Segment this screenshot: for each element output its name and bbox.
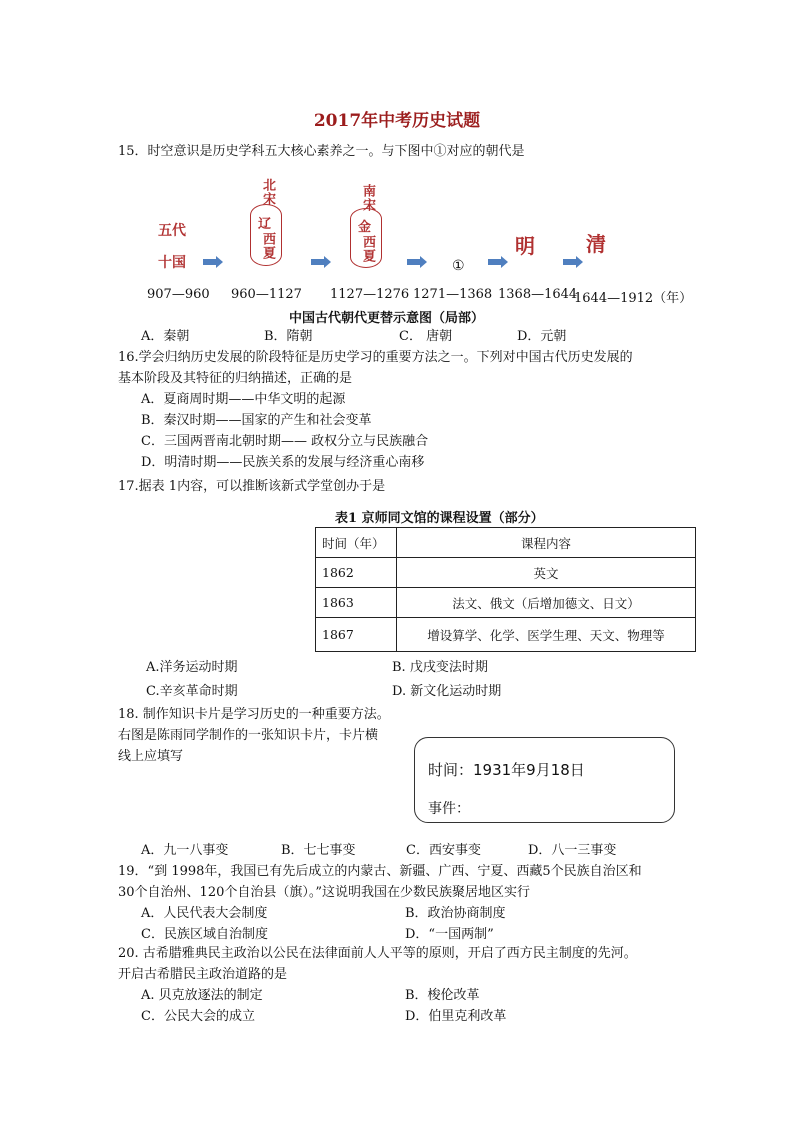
q16-stem: 16.学会归纳历史发展的阶段特征是历史学习的重要方法之一。下列对中国古代历史发展的: [118, 350, 633, 365]
q18-stem: 右图是陈雨同学制作的一张知识卡片，卡片横: [118, 728, 379, 743]
year-range: 960—1127: [231, 287, 302, 302]
q19-option-c: C．民族区域自治制度: [141, 927, 268, 942]
dynasty-qing: 清: [586, 232, 606, 256]
q20-stem: 开启古希腊民主政治道路的是: [118, 967, 288, 982]
q16-stem: 基本阶段及其特征的归纳描述，正确的是: [118, 371, 353, 386]
q15-option-b: B．隋朝: [264, 329, 313, 344]
q15-option-d: D．元朝: [517, 329, 567, 344]
q15-stem: 15．时空意识是历史学科五大核心素养之一。与下图中①对应的朝代是: [118, 144, 525, 159]
table-title: 表1 京师同文馆的课程设置（部分）: [335, 511, 544, 526]
dynasty-jin: 金: [358, 220, 372, 235]
dynasty-beisong: 北宋: [260, 178, 275, 206]
table-cell: 1862: [316, 558, 397, 588]
q19-option-b: B．政治协商制度: [405, 906, 506, 921]
q16-option-c: C．三国两晋南北朝时期—— 政权分立与民族融合: [141, 434, 429, 449]
dynasty-ming: 明: [515, 234, 535, 258]
table-row: [316, 558, 696, 588]
year-range: 1644—1912（年）: [574, 291, 693, 306]
q20-option-b: B．梭伦改革: [405, 988, 480, 1003]
q16-option-d: D．明清时期——民族关系的发展与经济重心南移: [141, 455, 425, 470]
dynasty-xixia-1: 西夏: [260, 232, 275, 260]
diagram-caption: 中国古代朝代更替示意图（局部）: [289, 311, 485, 326]
year-range: 1368—1644: [498, 287, 578, 302]
q16-option-a: A．夏商周时期——中华文明的起源: [141, 392, 346, 407]
q19-stem: 30个自治州、120个自治县（旗）。”这说明我国在少数民族聚居地区实行: [118, 885, 531, 900]
q17-option-b: B. 戊戌变法时期: [392, 660, 488, 675]
q20-option-a: A. 贝克放逐法的制定: [141, 988, 263, 1003]
table-row: [316, 588, 696, 618]
knowledge-card: [414, 737, 675, 823]
dynasty-liao: 辽: [258, 217, 272, 232]
table-cell: 英文: [397, 558, 696, 588]
q17-option-c: C.辛亥革命时期: [146, 684, 238, 699]
q20-option-c: C．公民大会的成立: [141, 1009, 255, 1024]
table-header: 课程内容: [397, 528, 696, 558]
card-time: 时间：1931年9月18日: [428, 761, 585, 779]
table-cell: 增设算学、化学、医学生理、天文、物理等: [397, 618, 696, 652]
dynasty-unknown-circle-1: ①: [452, 258, 465, 274]
dynasty-nansong: 南宋: [360, 184, 375, 212]
q19-option-a: A．人民代表大会制度: [141, 906, 268, 921]
q18-option-c: C．西安事变: [406, 843, 481, 858]
q18-option-d: D．八一三事变: [528, 843, 617, 858]
q19-stem: 19．“到 1998年，我国已有先后成立的内蒙古、新疆、广西、宁夏、西藏5个民族自治区和: [118, 864, 642, 879]
q15-option-c: C． 唐朝: [399, 329, 453, 344]
table-header-row: [316, 528, 696, 558]
q17-option-d: D. 新文化运动时期: [392, 684, 502, 699]
q18-option-b: B．七七事变: [281, 843, 356, 858]
table-header: 时间（年）: [316, 528, 397, 558]
dynasty-wudai: 五代: [158, 223, 186, 239]
table-cell: 1863: [316, 588, 397, 618]
q20-option-d: D．伯里克利改革: [405, 1009, 507, 1024]
q18-stem: 18. 制作知识卡片是学习历史的一种重要方法。: [118, 707, 390, 722]
q15-option-a: A．秦朝: [141, 329, 190, 344]
q20-stem: 20. 古希腊雅典民主政治以公民在法律面前人人平等的原则，开启了西方民主制度的先河。: [118, 946, 637, 961]
curriculum-table: [315, 527, 696, 652]
q19-option-d: D．“一国两制”: [405, 927, 494, 942]
table-cell: 1867: [316, 618, 397, 652]
table-cell: 法文、俄文（后增加德文、日文）: [397, 588, 696, 618]
q17-option-a: A.洋务运动时期: [146, 660, 238, 675]
q18-option-a: A．九一八事变: [141, 843, 229, 858]
q16-option-b: B．秦汉时期——国家的产生和社会变革: [141, 413, 372, 428]
q17-stem: 17.据表 1内容，可以推断该新式学堂创办于是: [118, 479, 386, 494]
q18-stem: 线上应填写: [118, 749, 184, 764]
dynasty-shiguo: 十国: [158, 255, 186, 271]
year-range: 1127—1276: [330, 287, 410, 302]
dynasty-xixia-2: 西夏: [360, 235, 375, 263]
year-range: 1271—1368: [413, 287, 493, 302]
card-event: 事件：: [428, 801, 470, 817]
page-title: 2017年中考历史试题: [313, 111, 481, 131]
table-row: [316, 618, 696, 652]
year-range: 907—960: [147, 287, 210, 302]
